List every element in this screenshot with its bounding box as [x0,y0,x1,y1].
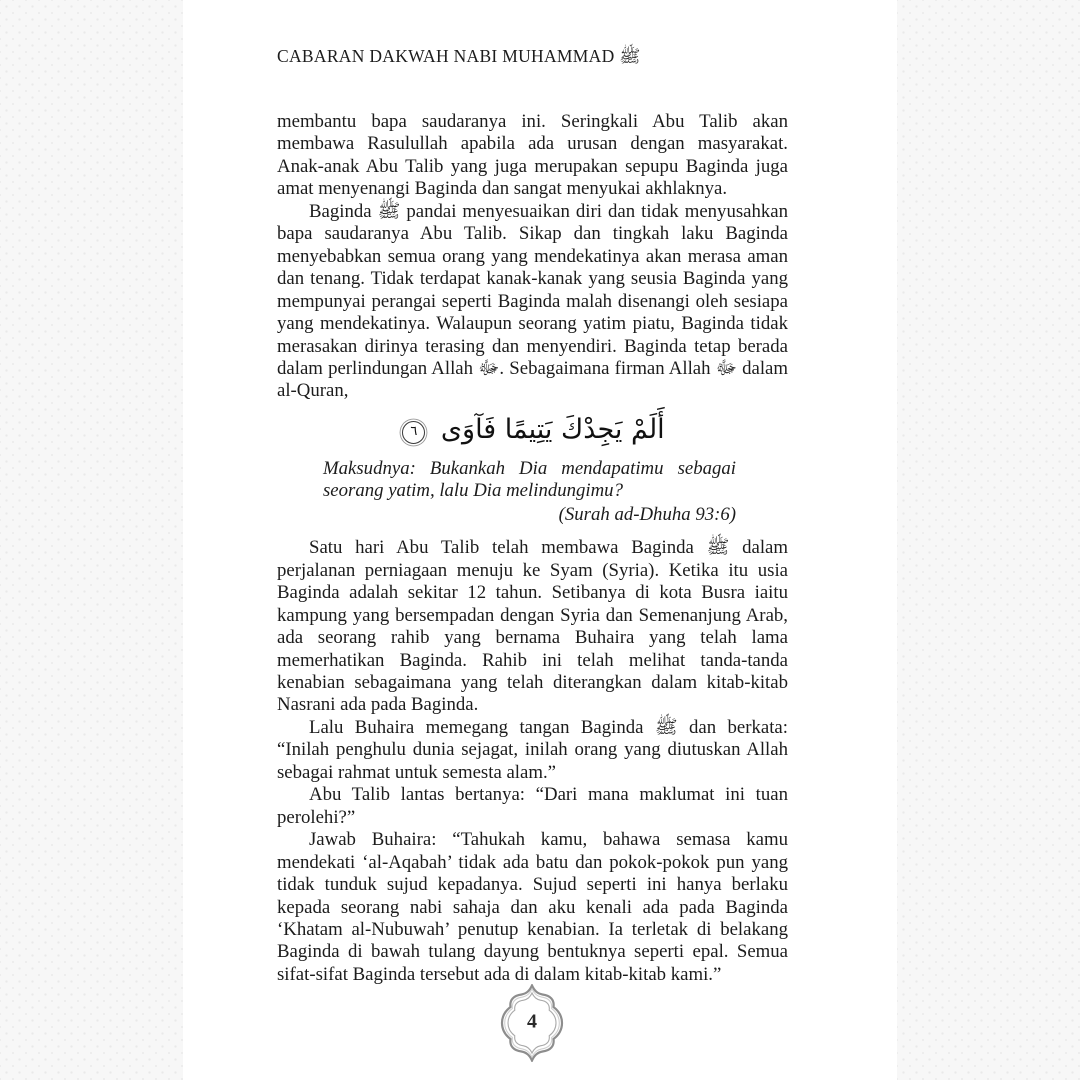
verse-translation: Maksudnya: Bukankah Dia mendapatimu sebagai seorang yatim, lalu Dia melindungimu? [323,457,736,502]
paragraph: Abu Talib lantas bertanya: “Dari mana maklumat ini tuan perolehi?” [277,784,788,828]
ayah-end-marker-icon: ٦ [402,421,425,444]
paragraph: Satu hari Abu Talib telah membawa Baginda ﷺ dalam perjalanan perniagaan menuju ke Syam (Syria). Ketika itu usia Baginda adalah sekitar 12 tahun. Setibanya di kota Busra iaitu kampung yang bersempadan dengan Syria dan Semenanjung Arab, ada seorang rahib yang bernama Buhaira yang telah lama memerhatikan Baginda. Rahib ini telah melihat tanda-tanda kenabian sebagaimana yang telah diterangkan dalam kitab-kitab Nasrani ada pada Baginda. [277,537,788,716]
page-number-ornament [500,984,564,1062]
body-text [183,111,897,986]
paragraph: Jawab Buhaira: “Tahukah kamu, bahawa semasa kamu mendekati ‘al-Aqabah’ tidak ada batu dan pokok-pokok pun yang tidak tunduk sujud kepadanya. Sujud seperti ini hanya berlaku kepada seorang nabi sahaja dan aku kenali ada pada Baginda ‘Khatam al-Nubuwah’ penutup kenabian. Ia terletak di belakang Baginda di bawah tulang dayung bentuknya seperti epal. Semua sifat-sifat Baginda tersebut ada di dalam kitab-kitab kami.” [277,829,788,985]
running-header-title: CABARAN DAKWAH NABI MUHAMMAD ﷺ [277,46,641,66]
quran-verse-arabic [277,408,788,452]
verse-text: أَلَمْ يَجِدْكَ يَتِيمًا فَآوَى [440,413,665,445]
page-number: 4 [527,1010,537,1033]
paragraph: Baginda ﷺ pandai menyesuaikan diri dan tidak menyusahkan bapa saudaranya Abu Talib. Sikap dan tingkah laku Baginda menyebabkan semua orang yang mendekatinya akan merasa aman dan tenang. Tidak terdapat kanak-kanak yang seusia Baginda yang mempunyai perangai seperti Baginda malah disenangi oleh sesiapa yang mendekatinya. Walaupun seorang yatim piatu, Baginda tidak merasakan dirinya terasing dan menyendiri. Baginda tetap berada dalam perlindungan Allah ﷻ. Sebagaimana firman Allah ﷻ dalam al-Quran, [277,200,788,402]
paragraph: membantu bapa saudaranya ini. Seringkali Abu Talib akan membawa Rasulullah apabila ada urusan dengan masyarakat. Anak-anak Abu Talib yang juga merupakan sepupu Baginda juga amat menyenangi Baginda dan sangat menyukai akhlaknya. [277,111,788,200]
verse-citation: (Surah ad-Dhuha 93:6) [558,503,736,525]
book-page [183,0,897,1080]
paragraph: Lalu Buhaira memegang tangan Baginda ﷺ dan berkata: “Inilah penghulu dunia sejagat, inilah orang yang diutuskan Allah sebagai rahmat untuk semesta alam.” [277,716,788,783]
